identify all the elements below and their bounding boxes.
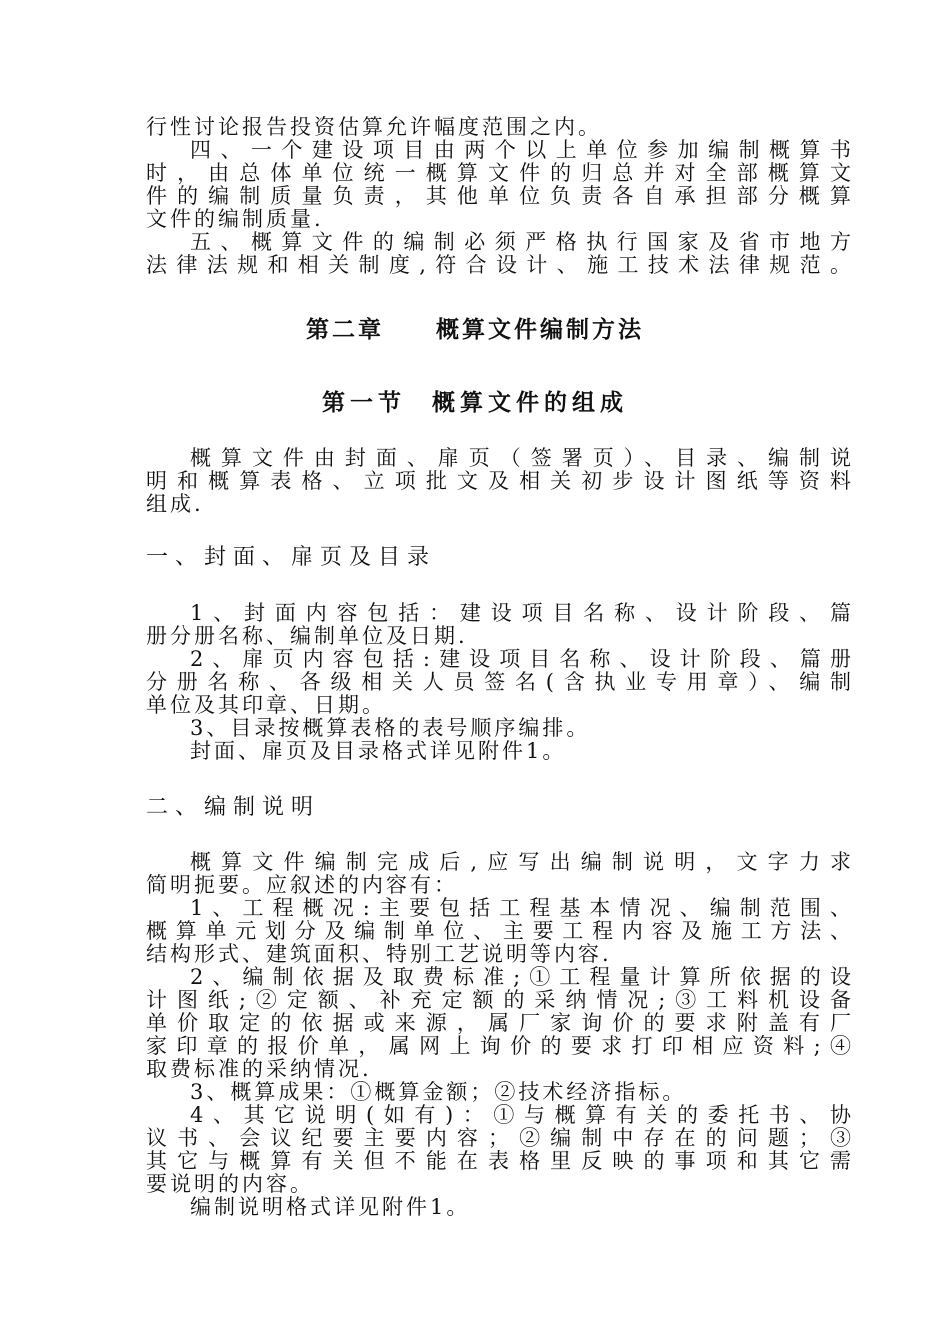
text-line: 计图纸;②定额、补充定额的采纳情况;③工料机设备 bbox=[146, 989, 854, 1012]
text-line: 取费标准的采纳情况. bbox=[146, 1058, 372, 1081]
text-line: 概算单元划分及编制单位、主要工程内容及施工方法、 bbox=[146, 920, 854, 943]
text-line: 封面、扉页及目录格式详见附件1。 bbox=[190, 740, 567, 763]
text-line: 组成. bbox=[146, 493, 204, 516]
text-line: 要说明的内容。 bbox=[146, 1173, 314, 1196]
text-line: 册分册名称、编制单位及日期. bbox=[146, 625, 468, 648]
part2-heading: 二、编制说明 bbox=[146, 795, 321, 820]
text-line: 单价取定的依据或来源，属厂家询价的要求附盖有厂 bbox=[146, 1012, 854, 1035]
text-line: 家印章的报价单，属网上询价的要求打印相应资料;④ bbox=[146, 1035, 854, 1058]
text-line: 1、封面内容包括：建设项目名称、设计阶段、篇 bbox=[190, 602, 854, 625]
section-heading bbox=[0, 389, 950, 417]
text-line: 结构形式、建筑面积、特别工艺说明等内容. bbox=[146, 943, 612, 966]
chapter-number: 第二章 bbox=[306, 317, 384, 343]
text-line: 4、其它说明(如有)：①与概算有关的委托书、协 bbox=[190, 1104, 854, 1127]
text-line: 议书、会议纪要主要内容；②编制中存在的问题；③ bbox=[146, 1127, 854, 1150]
text-line: 编制说明格式详见附件1。 bbox=[190, 1196, 471, 1219]
text-line: 3、概算成果：①概算金额；②技术经济指标。 bbox=[190, 1081, 687, 1104]
text-line: 2、编制依据及取费标准;①工程量计算所依据的设 bbox=[190, 966, 854, 989]
text-line: 其它与概算有关但不能在表格里反映的事项和其它需 bbox=[146, 1150, 854, 1173]
text-line: 概算文件由封面、扉页（签署页）、目录、编制说 bbox=[190, 447, 854, 470]
text-line: 行性讨论报告投资估算允许幅度范围之内。 bbox=[146, 116, 602, 139]
text-line: 单位及其印章、日期。 bbox=[146, 694, 386, 717]
chapter-title: 概算文件编制方法 bbox=[436, 317, 644, 343]
part1-heading: 一、封面、扉页及目录 bbox=[146, 545, 437, 570]
text-line: 件的编制质量负责，其他单位负责各自承担部分概算 bbox=[146, 185, 854, 208]
text-line: 法律法规和相关制度,符合设计、施工技术法律规范。 bbox=[146, 254, 854, 277]
section-title: 概算文件的组成 bbox=[432, 390, 628, 416]
text-line: 四、一个建设项目由两个以上单位参加编制概算书 bbox=[190, 139, 854, 162]
section-number: 第一节 bbox=[322, 390, 406, 416]
text-line: 1、工程概况:主要包括工程基本情况、编制范围、 bbox=[190, 897, 854, 920]
text-line: 简明扼要。应叙述的内容有： bbox=[146, 874, 458, 897]
text-line: 文件的编制质量. bbox=[146, 208, 324, 231]
text-line: 时，由总体单位统一概算文件的归总并对全部概算文 bbox=[146, 162, 854, 185]
text-line: 2、扉页内容包括:建设项目名称、设计阶段、篇册 bbox=[190, 648, 854, 671]
text-line: 明和概算表格、立项批文及相关初步设计图纸等资料 bbox=[146, 470, 854, 493]
text-line: 分册名称、各级相关人员签名(含执业专用章）、编制 bbox=[146, 671, 854, 694]
text-line: 3、目录按概算表格的表号顺序编排。 bbox=[190, 717, 591, 740]
text-line: 概算文件编制完成后,应写出编制说明，文字力求 bbox=[190, 851, 854, 874]
text-line: 五、概算文件的编制必须严格执行国家及省市地方 bbox=[190, 231, 854, 254]
chapter-heading bbox=[0, 316, 950, 344]
